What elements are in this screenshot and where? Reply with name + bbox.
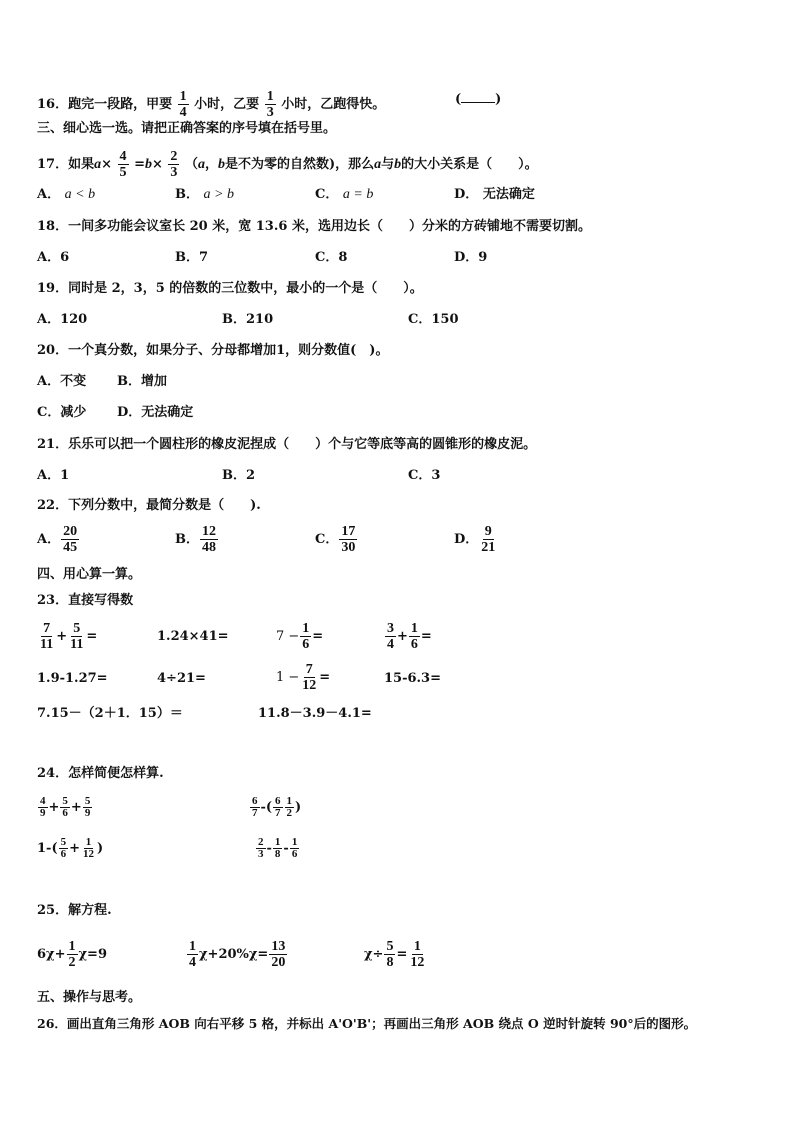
- calc-24-2: $\frac{6}{7}$ -( $\frac{6}{7}$ $\frac{1}{2}$ ): [252, 795, 302, 819]
- option-18-a[interactable]: A．6: [37, 250, 70, 265]
- option-20-d[interactable]: D．无法确定: [117, 405, 194, 420]
- calc-24-1: $\frac{4}{9}$ + $\frac{5}{6}$ + $\frac{5}{9}$: [40, 795, 91, 819]
- option-17-a[interactable]: A． a < b: [37, 187, 96, 202]
- answer-blank-16[interactable]: ( ): [455, 92, 502, 107]
- question-17: 17．如果a× $\frac{4}{5}$ =b× $\frac{2}{3}$ （a，b是不为零的自然数)，那么a与b的大小关系是（ ）。: [37, 149, 538, 180]
- section-4-title: 四、用心算一算。: [37, 567, 142, 582]
- question-20: 20．一个真分数，如果分子、分母都增加1，则分数值( )。: [37, 343, 389, 358]
- question-23: 23．直接写得数: [37, 593, 134, 608]
- equation-25-3: χ÷ $\frac{5}{8}$ = $\frac{1}{12}$: [364, 939, 425, 970]
- section-5-title: 五、操作与思考。: [37, 990, 142, 1005]
- calc-23-10: 11.8－3.9－4.1=: [258, 706, 372, 721]
- calc-23-8: 15-6.3=: [384, 671, 441, 686]
- option-22-c[interactable]: C． $\frac{17}{30}$: [315, 524, 356, 555]
- option-19-a[interactable]: A．120: [37, 312, 88, 327]
- equation-25-2: $\frac{1}{4}$ χ+20%χ= $\frac{13}{20}$: [189, 939, 286, 970]
- question-22: 22．下列分数中，最简分数是（ ).: [37, 498, 261, 513]
- option-20-a[interactable]: A．不变: [37, 374, 87, 389]
- question-21: 21．乐乐可以把一个圆柱形的橡皮泥捏成（ ）个与它等底等高的圆锥形的橡皮泥。: [37, 437, 537, 452]
- option-22-b[interactable]: B． $\frac{12}{48}$: [175, 524, 216, 555]
- option-18-d[interactable]: D．9: [454, 250, 488, 265]
- calc-23-5: 1.9-1.27=: [37, 671, 108, 686]
- option-17-c[interactable]: C． a = b: [315, 187, 374, 202]
- option-21-a[interactable]: A．1: [37, 468, 70, 483]
- calc-24-3: 1-( $\frac{5}{6}$ + $\frac{1}{12}$ ): [37, 836, 104, 860]
- option-21-c[interactable]: C．3: [408, 468, 441, 483]
- question-24: 24．怎样简便怎样算.: [37, 766, 164, 781]
- calc-23-4: $\frac{3}{4}$ + $\frac{1}{6}$ =: [387, 621, 432, 652]
- option-19-b[interactable]: B．210: [222, 312, 274, 327]
- equation-25-1: 6χ+ $\frac{1}{2}$ χ=9: [37, 939, 107, 970]
- option-18-c[interactable]: C．8: [315, 250, 348, 265]
- calc-23-3: 7 − $\frac{1}{6}$ =: [276, 621, 324, 652]
- option-18-b[interactable]: B．7: [175, 250, 209, 265]
- option-17-b[interactable]: B． a > b: [175, 187, 234, 202]
- option-20-b[interactable]: B．增加: [117, 374, 167, 389]
- question-19: 19．同时是 2，3，5 的倍数的三位数中，最小的一个是（ ）。: [37, 281, 423, 296]
- calc-24-4: $\frac{2}{3}$ - $\frac{1}{8}$ - $\frac{1}{6}$: [258, 836, 298, 860]
- option-20-c[interactable]: C．减少: [37, 405, 87, 420]
- option-21-b[interactable]: B．2: [222, 468, 256, 483]
- calc-23-7: 1 − $\frac{7}{12}$ =: [276, 662, 331, 693]
- question-25: 25．解方程.: [37, 903, 112, 918]
- option-19-c[interactable]: C．150: [408, 312, 459, 327]
- calc-23-9: 7.15－（2＋1．15）＝: [37, 706, 183, 721]
- option-22-a[interactable]: A． $\frac{20}{45}$: [37, 524, 78, 555]
- option-17-d[interactable]: D． 无法确定: [454, 187, 535, 202]
- option-22-d[interactable]: D． $\frac{9}{21}$: [454, 524, 496, 555]
- question-18: 18．一间多功能会议室长 20 米，宽 13.6 米，选用边长（ ）分米的方砖铺地不需要切割。: [37, 219, 591, 234]
- calc-23-1: $\frac{7}{11}$ + $\frac{5}{11}$ =: [40, 621, 98, 652]
- question-16: 16．跑完一段路，甲要 $\frac{1}{4}$ 小时，乙要 $\frac{1}{3}$ 小时，乙跑得快。: [37, 89, 386, 120]
- calc-23-2: 1.24×41=: [157, 629, 229, 644]
- question-26: 26．画出直角三角形 AOB 向右平移 5 格，并标出 A'O'B'；再画出三角形 AOB 绕点 O 逆时针旋转 90°后的图形。: [37, 1016, 697, 1031]
- calc-23-6: 4÷21=: [157, 671, 206, 686]
- section-3-title: 三、细心选一选。请把正确答案的序号填在括号里。: [37, 121, 337, 136]
